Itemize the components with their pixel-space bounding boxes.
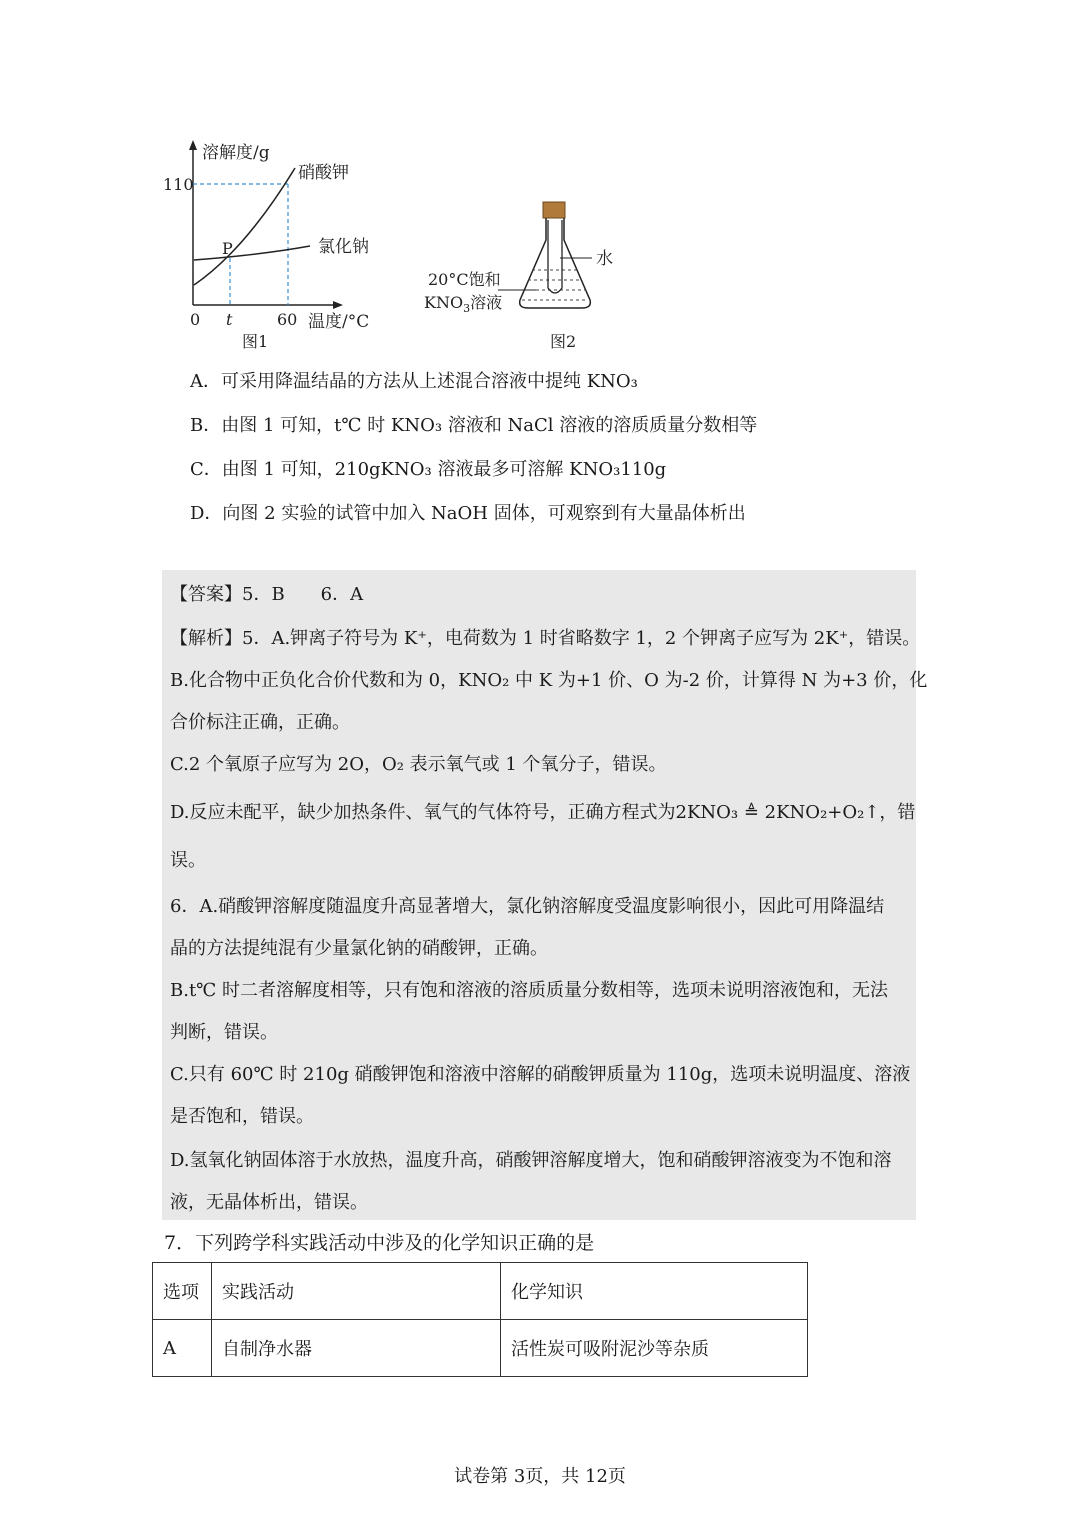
water-label: 水 xyxy=(596,249,613,269)
solution-label-1: 20°C饱和 xyxy=(428,270,501,289)
answer-line: 【答案】5．B 6．A xyxy=(170,584,364,605)
option-b: B．由图 1 可知，t℃ 时 KNO₃ 溶液和 NaCl 溶液的溶质质量分数相等 xyxy=(190,415,758,436)
table-cell: 自制净水器 xyxy=(212,1320,501,1377)
nacl-curve xyxy=(194,246,310,260)
y-tick-110: 110 xyxy=(163,175,194,194)
table-cell: A xyxy=(153,1320,212,1377)
option-c: C．由图 1 可知，210gKNO₃ 溶液最多可溶解 KNO₃110g xyxy=(190,459,667,480)
x-axis-label: 温度/°C xyxy=(308,312,370,332)
origin-label: 0 xyxy=(190,310,201,329)
explanation-line: C.2 个氧原子应写为 2O，O₂ 表示氧气或 1 个氧分子，错误。 xyxy=(170,754,667,775)
choice-options xyxy=(190,360,757,536)
question-7-stem: 7．下列跨学科实践活动中涉及的化学知识正确的是 xyxy=(164,1232,595,1254)
explanation-line: 【解析】5．A.钾离子符号为 K⁺，电荷数为 1 时省略数字 1，2 个钾离子应写为 2K⁺，错误。 xyxy=(170,628,921,649)
page-footer: 试卷第 3页，共 12页 xyxy=(454,1466,626,1487)
explanation-line: 判断，错误。 xyxy=(170,1022,278,1043)
explanation-line: 液，无晶体析出，错误。 xyxy=(170,1192,368,1213)
x-tick-t: t xyxy=(226,310,233,329)
figure-1-solubility-chart xyxy=(160,130,660,360)
header-cell: 选项 xyxy=(153,1263,212,1320)
solution-label-2: $KNO_3$溶液 xyxy=(424,293,503,315)
option-d: D．向图 2 实验的试管中加入 NaOH 固体，可观察到有大量晶体析出 xyxy=(190,503,746,524)
table-row xyxy=(153,1320,808,1377)
y-axis-label: 溶解度/g xyxy=(202,143,270,163)
figures-area xyxy=(160,130,660,360)
figure-1-caption: 图1 xyxy=(242,332,269,351)
explanation-line: 晶的方法提纯混有少量氯化钠的硝酸钾，正确。 xyxy=(170,938,548,959)
question-7-table xyxy=(152,1262,808,1377)
figure-2-caption: 图2 xyxy=(550,332,577,351)
x-tick-60: 60 xyxy=(277,310,298,329)
explanation-line: D.反应未配平，缺少加热条件、氧气的气体符号，正确方程式为2KNO₃ ≜ 2KNO₂+O₂↑，错 xyxy=(170,802,916,823)
point-p-label: P xyxy=(222,239,233,258)
explanation-line: 是否饱和，错误。 xyxy=(170,1106,314,1127)
kno3-curve xyxy=(194,168,295,285)
explanation-line: 合价标注正确，正确。 xyxy=(170,712,350,733)
option-a: A．可采用降温结晶的方法从上述混合溶液中提纯 KNO₃ xyxy=(190,371,638,392)
header-cell: 实践活动 xyxy=(212,1263,501,1320)
kno3-curve-label: 硝酸钾 xyxy=(298,163,349,183)
table-header-row xyxy=(153,1263,808,1320)
explanation-line: 6．A.硝酸钾溶解度随温度升高显著增大，氯化钠溶解度受温度影响很小，因此可用降温结 xyxy=(170,896,885,917)
explanation-line: B.化合物中正负化合价代数和为 0，KNO₂ 中 K 为+1 价、O 为-2 价，计算得 N 为+3 价，化 xyxy=(170,670,928,691)
explanation-line: B.t℃ 时二者溶解度相等，只有饱和溶液的溶质质量分数相等，选项未说明溶液饱和，无法 xyxy=(170,980,889,1001)
table-cell: 活性炭可吸附泥沙等杂质 xyxy=(501,1320,808,1377)
explanation-line: C.只有 60℃ 时 210g 硝酸钾饱和溶液中溶解的硝酸钾质量为 110g，选项未说明温度、溶液 xyxy=(170,1064,911,1085)
answer-explanation-box xyxy=(162,570,928,1220)
nacl-curve-label: 氯化钠 xyxy=(318,237,369,257)
header-cell: 化学知识 xyxy=(501,1263,808,1320)
explanation-line: D.氢氧化钠固体溶于水放热，温度升高，硝酸钾溶解度增大，饱和硝酸钾溶液变为不饱和溶 xyxy=(170,1150,892,1171)
explanation-line: 误。 xyxy=(170,850,206,871)
